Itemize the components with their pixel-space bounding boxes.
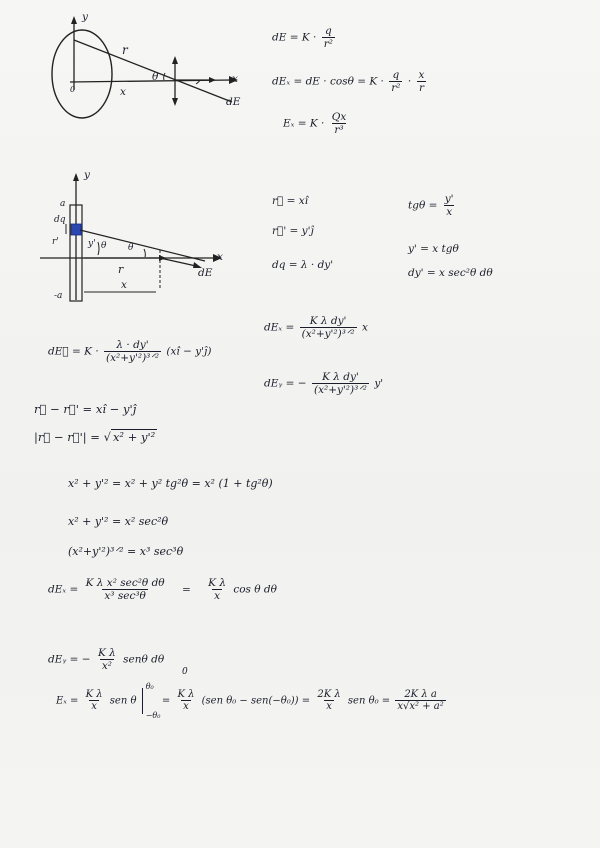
diagram2-label-x: x [121,279,127,291]
eq-dq: dq = λ · dy' [272,259,334,271]
eq-dEy-zero: 0 [182,667,188,677]
diagram1-label-r: r [122,43,128,57]
eq-dyprime: dy' = x sec²θ dθ [408,267,493,279]
eq-sub2: x² + y'² = x² sec²θ [68,515,169,528]
eq-dE-vec: dE⃗ = K · $\frac{\lambda \cdot dy'}{\text{(x²+y'²)³ᐟ²}}$ (xî − y'ĵ) [48,339,212,364]
diagram2-label-theta2: θ [128,243,134,253]
diagram2-axis-x: x [217,251,223,263]
eq-diff: r⃗ − r⃗' = xî − y'ĵ [34,402,137,416]
eq-Ex: Eₓ = K · $\frac{Qx}{\text{r³}}$ [283,111,347,136]
eq-tg: tgθ = $\frac{y'}{x}$ [408,193,454,218]
eq-dEx: dEₓ = dE · cosθ = K · $\frac{q}{\text{r²}}$ · $\frac{x}{r}$ [272,69,425,94]
eq-sub1: x² + y'² = x² + y² tg²θ = x² (1 + tg²θ) [68,477,273,490]
diagram1-axis-y: y [82,11,88,23]
eq-yprime: y' = x tgθ [408,243,459,255]
eq-sub3: (x²+y'²)³ᐟ² = x³ sec³θ [68,545,184,558]
diagram1-label-theta: θ [152,71,159,83]
eq-rprime-vec: r⃗' = y'ĵ [272,225,314,237]
eq-final: Eₓ = $\frac{\text{K λ}}{x}$ sen θ θ₀ −θ₀ = $\frac{\text{K λ}}{x}$ (sen θ₀ − sen(−θ₀)) = $\frac{\text{2K λ}}{x}$ sen θ₀ = $\frac{\text{2K λ a}}{\text{x√x² + a²}}$ [56,682,444,720]
diagram2-label-dq: dq [54,215,66,225]
eq-dE: dE = K · $\frac{q}{\text{r²}}$ [272,25,333,50]
diagram2-label-theta1: θ [101,241,107,251]
eq-diff-mag: |r⃗ − r⃗'| = √ x² + y'² [34,430,156,444]
eq-dEx-theta: dEₓ = $\frac{\text{K λ x² sec²θ dθ}}{\text{x³ sec³θ}}$ = $\frac{\text{K λ}}{x}$ cos θ dθ [48,577,277,602]
diagram1-label-x: x [120,86,126,98]
diagram2-label-yprime: y' [88,239,96,249]
diagram1-label-dE: dE [226,96,241,108]
diagram2-axis-y: y [84,169,90,181]
diagram2-label-rprime: r' [52,237,59,247]
diagram1-label-origin: 0 [70,85,76,94]
diagram2-label-minus-a: -a [54,291,63,301]
diagram2-label-r: r [118,263,124,276]
eq-dEx-int: dEₓ = $\frac{\text{K λ dy'}}{\text{(x²+y'²)³ᐟ²}}$ x [264,315,368,340]
diagram1-axis-x: x [232,73,238,85]
eq-dEy-int: dEᵧ = − $\frac{\text{K λ dy'}}{\text{(x²+y'²)³ᐟ²}}$ y' [264,371,384,396]
diagram2-label-a: a [60,199,66,209]
diagram2-label-dE: dE [198,267,213,279]
eq-dEy-theta: dEᵧ = − $\frac{\text{K λ}}{\text{x²}}$ senθ dθ [48,647,165,672]
eq-r-vec: r⃗ = xî [272,195,309,207]
